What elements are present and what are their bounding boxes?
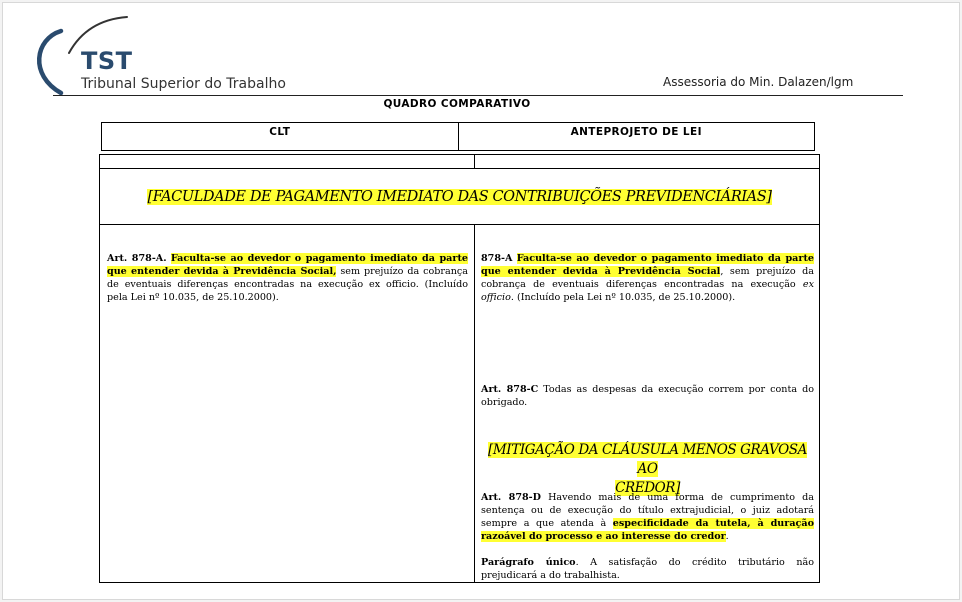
ap-878c-label: Art. 878-C <box>481 384 539 395</box>
anteprojeto-article-878d <box>481 491 814 543</box>
clt-article-878a <box>107 252 468 304</box>
ap-878a-italic: ex officio <box>481 279 814 303</box>
tst-logo <box>31 13 291 97</box>
subsection-title-line2: CREDOR] <box>615 480 680 496</box>
subsection-title <box>481 441 814 498</box>
anteprojeto-article-878c <box>481 383 814 409</box>
paragrafo-label: Parágrafo único <box>481 557 576 568</box>
column-divider <box>474 225 475 582</box>
ap-878a-highlight: Faculta-se ao devedor o pagamento imediato da parte que entender devida à Previdência Social <box>481 253 814 277</box>
empty-table-row <box>100 155 819 169</box>
clt-art-label: Art. 878-A. <box>107 253 167 264</box>
document-title: QUADRO COMPARATIVO <box>383 98 531 110</box>
header-divider <box>53 95 903 96</box>
ap-878d-end: . <box>725 531 729 542</box>
clt-highlight: Faculta-se ao devedor o pagamento imediato da parte que entender devida à Previdência Social, <box>107 253 468 277</box>
paragrafo-text: . A satisfação do crédito tributário não prejudicará a do trabalhista. <box>481 557 814 581</box>
ap-878a-text: , sem prejuízo da cobrança de eventuais diferenças encontradas na execução <box>481 266 814 290</box>
ap-878a-label: 878-A <box>481 253 513 264</box>
ap-878d-text: Havendo mais de uma forma de cumprimento da sentença ou de execução do título extrajudicial, o juiz adotará sempre a que atenda à <box>481 492 815 529</box>
assessoria-label: Assessoria do Min. Dalazen/lgm <box>663 75 854 89</box>
ap-878a-text-end: . (Incluído pela Lei nº 10.035, de 25.10.2000). <box>510 292 736 303</box>
column-header-clt: CLT <box>269 126 291 138</box>
section-header-row <box>100 169 819 225</box>
column-header-table <box>101 122 815 151</box>
column-header-anteprojeto: ANTEPROJETO DE LEI <box>458 123 815 150</box>
comparison-table <box>99 154 820 583</box>
subsection-title-line1: [MITIGAÇÃO DA CLÁUSULA MENOS GRAVOSA AO <box>488 442 807 477</box>
logo-full-name: Tribunal Superior do Trabalho <box>81 76 286 92</box>
content-row <box>100 225 819 582</box>
anteprojeto-paragrafo-unico <box>481 556 814 582</box>
clt-text: sem prejuízo da cobrança de eventuais diferenças encontradas na execução ex officio. (Incluído pela Lei nº 10.035, de 25.10.2000). <box>107 266 468 303</box>
section-title: [FACULDADE DE PAGAMENTO IMEDIATO DAS CONTRIBUIÇÕES PREVIDENCIÁRIAS] <box>147 188 772 205</box>
ap-878c-text: Todas as despesas da execução correm por conta do obrigado. <box>481 384 814 408</box>
column-divider <box>474 155 475 168</box>
ap-878d-highlight: especificidade da tutela, à duração razoável do processo e ao interesse do credor <box>481 518 814 542</box>
ap-878d-label: Art. 878-D <box>481 492 541 503</box>
document-page <box>2 2 960 600</box>
anteprojeto-article-878a <box>481 252 814 304</box>
logo-abbreviation: TST <box>81 47 133 75</box>
